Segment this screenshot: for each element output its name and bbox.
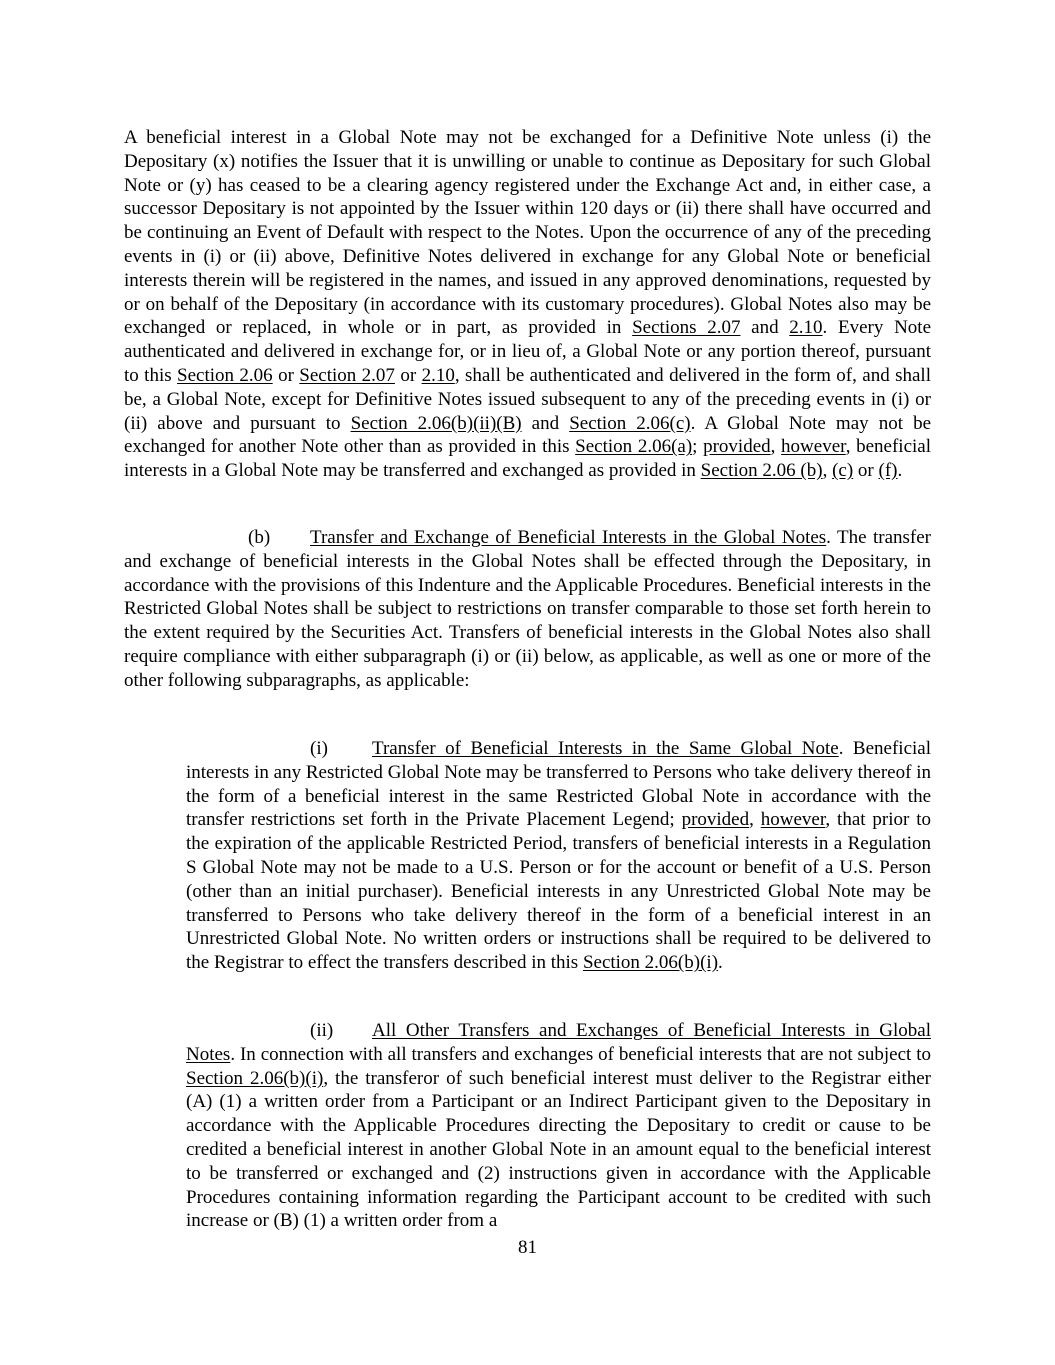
text: or bbox=[394, 364, 422, 386]
section-heading: Transfer and Exchange of Beneficial Interests in the Global Notes bbox=[310, 527, 827, 548]
section-marker: (i) bbox=[310, 738, 328, 759]
page-number: 81 bbox=[518, 1237, 537, 1258]
cross-reference: Section 2.06 bbox=[177, 364, 273, 386]
text: or bbox=[272, 364, 300, 386]
cross-reference: Section 2.06 (b) bbox=[700, 460, 823, 482]
cross-reference: Section 2.06(a) bbox=[575, 436, 693, 458]
cross-reference: 2.10 bbox=[421, 364, 455, 386]
text: . bbox=[897, 460, 903, 482]
cross-reference: 2.10 bbox=[789, 317, 823, 339]
section-heading: Transfer of Beneficial Interests in the Same Global Note bbox=[372, 738, 839, 759]
text: and bbox=[740, 317, 790, 339]
text: . bbox=[718, 952, 723, 974]
text: . The transfer and exchange of beneficial interests in the Global Notes shall be effected through the Depositary, in accordance with the provisions of this Indenture and the Applicable Procedures. Beneficial interests in the Restricted Global Notes shall be subject to restrictions on transfer comparable to those set forth herein to the extent required by the Securities Act. Transfers of beneficial interests in the Global Notes also shall require compliance with either subparagraph (i) or (ii) below, as applicable, as well as one or more of the other following subparagraphs, as applicable: bbox=[124, 527, 931, 691]
paragraph-b-transfer-exchange bbox=[124, 526, 931, 693]
section-marker: (b) bbox=[248, 527, 271, 548]
text: . In connection with all transfers and exchanges of beneficial interests that are not subject to bbox=[230, 1043, 931, 1065]
text: ; bbox=[692, 436, 704, 458]
proviso-term: provided bbox=[681, 809, 750, 831]
text: or bbox=[853, 460, 879, 482]
cross-reference: Section 2.06(b)(i) bbox=[186, 1067, 324, 1089]
section-heading: All Other Transfers and Exchanges of Beneficial Interests in Global Notes bbox=[186, 1020, 931, 1065]
text: , that prior to the expiration of the applicable Restricted Period, transfers of beneficial interests in a Regulation S Global Note may not be made to a U.S. Person or for the account or benefit of a U.S. Person (other than an initial purchaser). Beneficial interests in any Unrestricted Global Note may be transferred to Persons who take delivery thereof in the form of a beneficial interest in an Unrestricted Global Note. No written orders or instructions shall be required to be delivered to the Registrar to effect the transfers described in this bbox=[186, 809, 932, 974]
text: and bbox=[521, 412, 570, 434]
text: , bbox=[770, 436, 782, 458]
proviso-term: provided bbox=[703, 436, 771, 458]
proviso-term: however bbox=[781, 436, 846, 458]
cross-reference: Section 2.07 bbox=[299, 364, 395, 386]
cross-reference: (f) bbox=[878, 460, 898, 482]
text: . A Global Note may not be exchanged for another Note other than as provided in this bbox=[124, 412, 931, 458]
cross-reference: Section 2.06(c) bbox=[569, 412, 691, 434]
proviso-term: however bbox=[760, 809, 826, 831]
cross-reference: Section 2.06(b)(ii)(B) bbox=[350, 412, 522, 434]
cross-reference: Section 2.06(b)(i) bbox=[582, 952, 719, 974]
cross-reference: Sections 2.07 bbox=[632, 317, 741, 339]
cross-reference: (c) bbox=[832, 460, 854, 482]
text: , beneficial interests in a Global Note may be transferred and exchanged as provided in bbox=[124, 436, 932, 482]
text: , bbox=[822, 460, 833, 482]
paragraph-b-i-same-global-note bbox=[186, 737, 931, 975]
section-marker: (ii) bbox=[310, 1020, 334, 1041]
text: . Beneficial interests in any Restricted Global Note may be transferred to Persons who take delivery thereof in the form of a beneficial interest in the same Restricted Global Note in accordance with the transfer restrictions set forth in the Private Placement Legend; bbox=[186, 738, 931, 831]
text: . Every Note authenticated and delivered in exchange for, or in lieu of, a Global Note or any portion thereof, pursuant to this bbox=[124, 317, 931, 386]
paragraph-global-note-exchange bbox=[124, 126, 931, 483]
text: , the transferor of such beneficial interest must deliver to the Registrar either (A) (1) a written order from a Participant or an Indirect Participant given to the Depositary in accordance with the Applicable Procedures directing the Depositary to credit or cause to be credited a beneficial interest in another Global Note in an amount equal to the beneficial interest to be transferred or exchanged and (2) instructions given in accordance with the Applicable Procedures containing information regarding the Participant account to be credited with such increase or (B) (1) a written order from a bbox=[186, 1067, 931, 1232]
text: A beneficial interest in a Global Note may not be exchanged for a Definitive Note unless (i) the Depositary (x) notifies the Issuer that it is unwilling or unable to continue as Depositary for such Global Note or (y) has ceased to be a clearing agency registered under the Exchange Act and, in either case, a successor Depositary is not appointed by the Issuer within 120 days or (ii) there shall have occurred and be continuing an Event of Default with respect to the Notes. Upon the occurrence of any of the preceding events in (i) or (ii) above, Definitive Notes delivered in exchange for any Global Note or beneficial interests therein will be registered in the names, and issued in any approved denominations, requested by or on behalf of the Depositary (in accordance with its customary procedures). Global Notes also may be exchanged or replaced, in whole or in part, as provided in bbox=[124, 127, 931, 339]
text: , bbox=[749, 809, 761, 831]
text: , shall be authenticated and delivered in the form of, and shall be, a Global Note, except for Definitive Notes issued subsequent to any of the preceding events in (i) or (ii) above and pursuant to bbox=[124, 364, 931, 434]
paragraph-b-ii-other-transfers bbox=[186, 1019, 931, 1233]
